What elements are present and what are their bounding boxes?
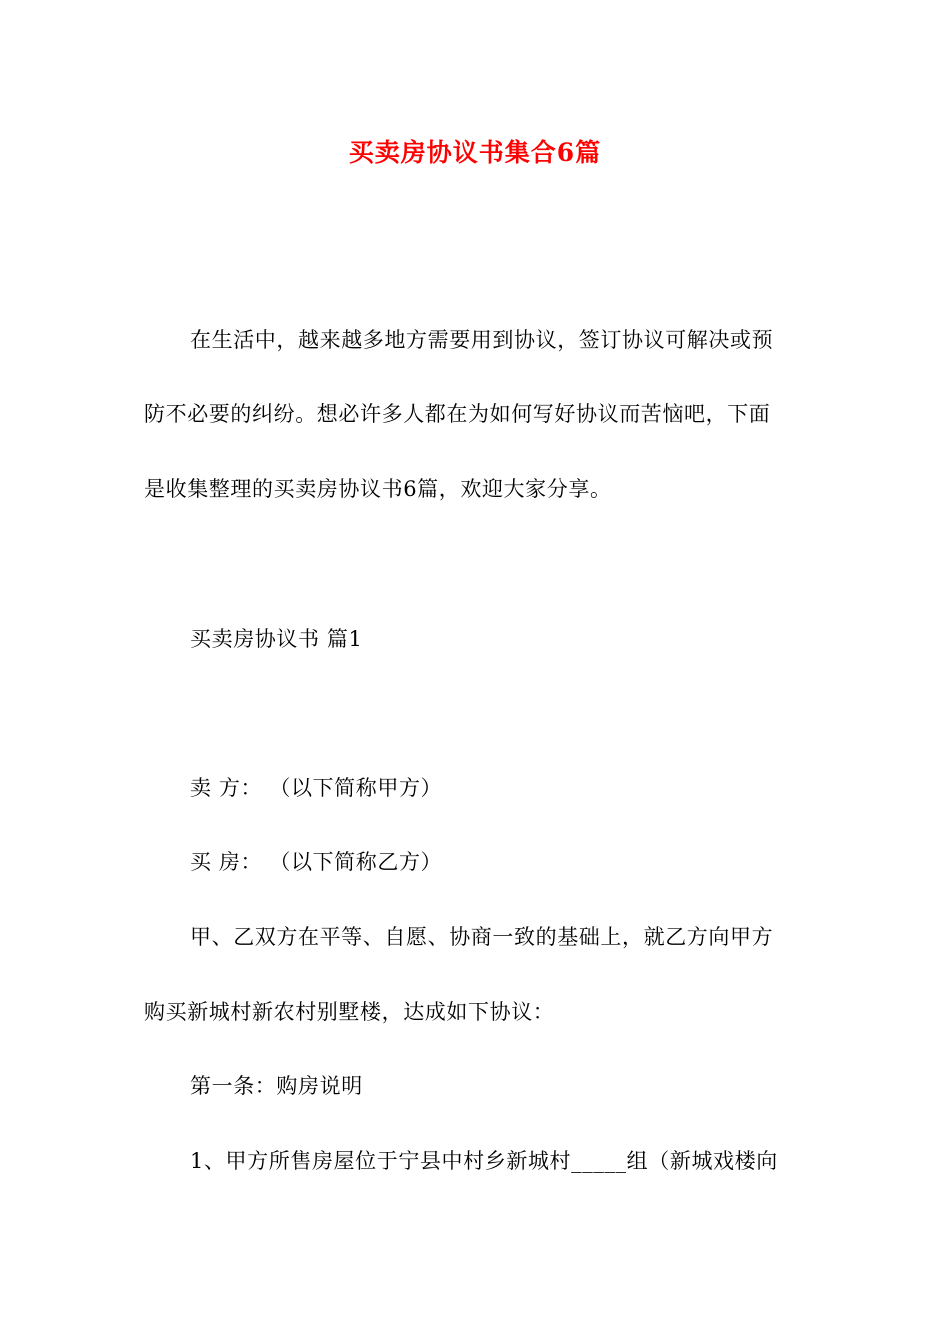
document-title: 买卖房协议书集合6篇 xyxy=(348,138,602,167)
intro-line-1: 在生活中，越来越多地方需要用到协议，签订协议可解决或预 xyxy=(190,328,774,352)
agreement-intro-line-2: 购买新城村新农村别墅楼，达成如下协议： xyxy=(144,1000,555,1024)
article-one-heading: 第一条：购房说明 xyxy=(190,1074,363,1098)
article-one-item-1: 1、甲方所售房屋位于宁县中村乡新城村_____组（新城戏楼向 xyxy=(190,1149,778,1173)
buyer-line: 买 房： （以下简称乙方） xyxy=(190,850,443,874)
seller-line: 卖 方： （以下简称甲方） xyxy=(190,776,443,800)
section-heading: 买卖房协议书 篇1 xyxy=(190,627,363,651)
intro-line-2: 防不必要的纠纷。想必许多人都在为如何写好协议而苦恼吧，下面 xyxy=(144,402,771,426)
agreement-intro-line-1: 甲、乙双方在平等、自愿、协商一致的基础上，就乙方向甲方 xyxy=(190,925,774,949)
intro-line-3: 是收集整理的买卖房协议书6篇，欢迎大家分享。 xyxy=(144,477,612,501)
